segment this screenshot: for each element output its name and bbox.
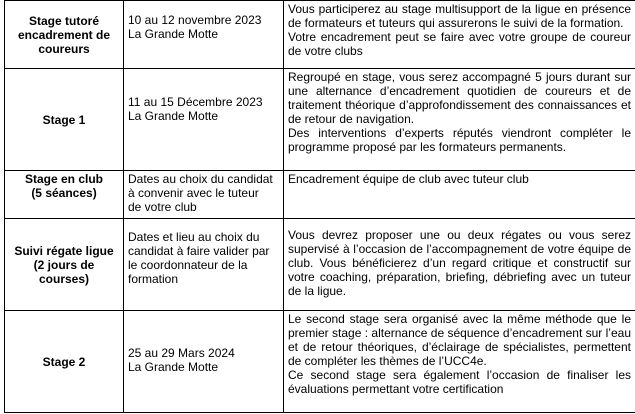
description-paragraph: Le second stage sera organisé avec la même méthode que le premier stage : alternance de séquence d’encadrement sur l’eau et de retour théoriques, d’éclairage de spécialistes, permettent de compléter les thèmes de l’UCC4e.	[288, 312, 631, 368]
description-paragraph: Ce second stage sera également l’occasion de finaliser les évaluations permettant votre certification	[288, 368, 631, 396]
session-name-line: (2 jours de	[33, 258, 95, 272]
session-name-cell	[5, 1, 124, 69]
session-name-line: (5 séances)	[31, 186, 97, 200]
table-row	[5, 311, 635, 413]
session-name-line: Stage tutoré	[28, 14, 99, 28]
session-date-line: de votre club	[128, 200, 197, 214]
table-row	[5, 219, 635, 311]
session-place-line: La Grande Motte	[128, 27, 219, 41]
training-schedule-table	[4, 0, 635, 413]
session-date-line: Dates et lieu au choix du	[128, 230, 260, 244]
session-name-line: Suivi régate ligue	[14, 244, 114, 258]
description-paragraph: Vous devrez proposer une ou deux régates ou vous serez supervisé à l’occasion de l’accompagnement de votre équipe de club. Vous bénéficierez d’un regard critique et constructif sur votre coaching, préparation, briefing, débriefing avec un tuteur de la ligue.	[288, 228, 631, 298]
session-date-line: à convenir avec le tuteur	[128, 186, 259, 200]
session-name-cell	[5, 171, 124, 219]
session-name-line: Stage 1	[42, 113, 86, 127]
session-date-cell	[124, 69, 284, 171]
session-date-line: 25 au 29 Mars 2024	[128, 346, 235, 360]
description-paragraph: Vous participerez au stage multisupport de la ligue en présence de formateurs et tuteurs qui assurerons le suivi de la formation.	[288, 2, 631, 30]
session-date-cell	[124, 171, 284, 219]
session-date-line: formation	[128, 272, 179, 286]
description-paragraph: Des interventions d’experts réputés viendront compléter le programme proposé par les formateurs permanents.	[288, 126, 631, 154]
session-date-cell	[124, 311, 284, 413]
session-date-cell	[124, 1, 284, 69]
session-description-cell	[284, 1, 635, 69]
session-name-line: encadrement de	[17, 28, 111, 42]
session-description-cell	[284, 311, 635, 413]
session-date-line: candidat à faire valider par	[128, 244, 270, 258]
session-name-line: Stage en club	[24, 172, 104, 186]
table-row	[5, 171, 635, 219]
session-name-cell	[5, 219, 124, 311]
session-place-line: La Grande Motte	[128, 109, 219, 123]
session-date-line: 11 au 15 Décembre 2023	[128, 95, 263, 109]
session-name-cell	[5, 311, 124, 413]
table-row	[5, 69, 635, 171]
session-description-cell	[284, 219, 635, 311]
session-name-line: coureurs	[38, 42, 90, 56]
description-paragraph: Votre encadrement peut se faire avec votre groupe de coureur de votre clubs	[288, 30, 631, 58]
session-name-cell	[5, 69, 124, 171]
description-paragraph: Regroupé en stage, vous serez accompagné 5 jours durant sur une alternance d’encadrement quotidien de coureurs et de traitement théorique d’approfondissement des connaissances et de retour de navigation.	[288, 70, 631, 126]
session-date-line: le coordonnateur de la	[128, 258, 248, 272]
session-name-line: Stage 2	[42, 355, 86, 369]
session-description-cell	[284, 171, 635, 219]
session-place-line: La Grande Motte	[128, 360, 219, 374]
session-description-cell	[284, 69, 635, 171]
session-name-line: courses)	[38, 272, 90, 286]
session-date-cell	[124, 219, 284, 311]
session-date-line: 10 au 12 novembre 2023	[128, 13, 262, 27]
table-row	[5, 1, 635, 69]
session-date-line: Dates au choix du candidat	[128, 172, 273, 186]
description-paragraph: Encadrement équipe de club avec tuteur club	[288, 172, 529, 186]
